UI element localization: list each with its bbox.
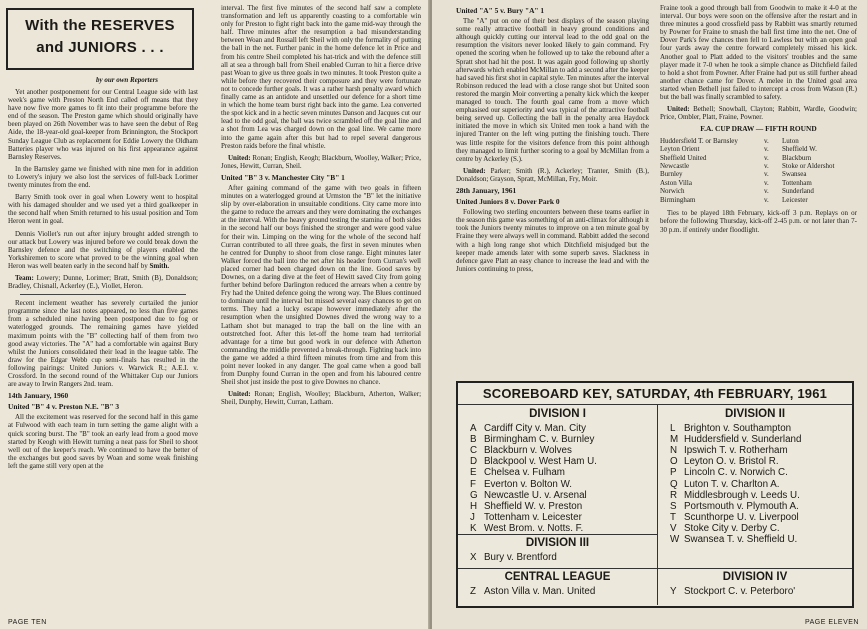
column-1: [8, 88, 198, 618]
divider: [658, 568, 852, 569]
team-lineup: [8, 274, 198, 290]
match-heading: United "A" 5 v. Bury "A" 1: [456, 6, 545, 15]
fa-cup-tie: [660, 170, 857, 178]
team-label: United:: [463, 166, 486, 175]
scoreboard-fixture: West Brom. v. Notts. F.: [484, 522, 584, 534]
title-line-2: and JUNIORS . . .: [36, 39, 164, 56]
scoreboard-key-letter: G: [470, 489, 478, 501]
scoreboard-match: [670, 490, 800, 501]
scoreboard-match: [470, 490, 587, 501]
fa-cup-note: Ties to be played 18th February, kick-off 3 p.m. Replays on or before the following Thursday, kick-off 2-45 p.m. or not later than 7-30 p.m. if entirely under floodlight.: [660, 208, 857, 234]
fa-cup-tie: [660, 137, 857, 145]
home-team: Newcastle: [660, 161, 690, 170]
team-lineup: [221, 390, 421, 406]
fa-cup-draw: [660, 125, 857, 234]
home-team: Huddersfield T. or Barnsley: [660, 136, 738, 145]
scoreboard-fixture: Swansea T. v. Sheffield U.: [684, 534, 798, 545]
scoreboard-key-letter: H: [470, 500, 478, 512]
team-list: Bethell; Snowball, Clayton; Rabbitt, Wardle, Goodwin; Price, Ombler, Platt, Fraine, Powner.: [660, 105, 857, 122]
scoreboard-match: [470, 586, 595, 597]
article-paragraph: Yet another postponement for our Central League side with last week's game with Preston North End called off means that they have now five more games to fit into their programme before the end of the season. The Preston game which should originally have been played on 26th November was to have seen the debut of Reg Aide, the 18-year-old goal-keeper from Brinnington, the Stockport Sunday League Club as replacement for Eddie Lowery the Oldham Batteries player who was injured on his first appearance against Barnsley Reserves.: [8, 88, 198, 161]
scoreboard-fixture: Blackburn v. Wolves: [484, 445, 572, 457]
column-4: [660, 4, 857, 378]
scoreboard-match: [670, 445, 788, 456]
player-name: Smith.: [149, 261, 170, 270]
scoreboard-key-letter: L: [670, 423, 676, 434]
scoreboard-fixture: Chelsea v. Fulham: [484, 467, 565, 479]
scoreboard-fixture: Huddersfield v. Sunderland: [684, 434, 802, 446]
versus: v.: [764, 153, 769, 162]
match-heading: United "B" 3 v. Manchester City "B" 1: [221, 172, 345, 182]
scoreboard-match: [670, 586, 795, 597]
fa-cup-tie: [660, 154, 857, 162]
article-paragraph: Fraine took a good through ball from Goodwin to make it 4-0 at the interval. Our boys were soon on the offensive after the restart and in three minutes a good crossfield pass by Rabbitt was smartly returned by Powner for Fraine to smash the ball first time into the net. One of Dover Park's few chances then fell to Lawless but with an open goal four yards away the centre forward completely missed his kick. Another goal to Platt added to the visitors' troubles and the same player made it 7-0 when he took a simple chance as Ditchfield failed to hold a shot from Powner. After Fraine had put us still further ahead another chance came for Dover. A melee in the United goal area started when Bethell just failed to intercept a cross from Watson (R.) but the ball was finally scrambled to safety.: [660, 4, 857, 102]
article-paragraph: In the Barnsley game we finished with nine men for in addition to Lowery's injury we also lost the services of full-back Lorimer twenty minutes from the end.: [8, 164, 198, 190]
scoreboard-match: [670, 479, 780, 490]
scoreboard-match: [670, 434, 801, 445]
divider: [458, 568, 657, 569]
byline: by our own Reporters: [96, 76, 159, 84]
scoreboard-match: [470, 512, 582, 523]
paragraph-text: Dennis Viollet's run out after injury brought added strength to our attack but Lowery was injured before we could break down the Barnsley defence and the switching of players enabled the Yorkshiremen to score what proved to be the winning goal when Heron was well beaten early in the second half by: [8, 229, 198, 270]
home-team: Norwich: [660, 187, 685, 196]
scoreboard-match: [470, 501, 582, 512]
team-list: Ronan; English, Woolley; Blackburn, Atherton, Walker; Sheil, Dunphy, Hewitt, Curran, Latham.: [221, 390, 421, 407]
scoreboard-key-letter: J: [470, 511, 475, 523]
scoreboard-fixture: Portsmouth v. Plymouth A.: [684, 500, 799, 512]
page-number-left: PAGE TEN: [8, 619, 47, 626]
scoreboard-match: [670, 523, 780, 534]
scoreboard-match: [670, 534, 797, 545]
team-lineup: [221, 154, 421, 170]
fa-cup-tie: [660, 145, 857, 153]
fa-cup-tie: [660, 187, 857, 195]
scoreboard-match: [670, 423, 791, 434]
fa-cup-title: F.A. CUP DRAW — FIFTH ROUND: [700, 124, 817, 134]
team-list: Parker; Smith (R.), Ackerley; Tranter, Smith (B.), Donaldson; Grayson, Spratt, McMillan, Fry, Moir.: [456, 166, 649, 183]
article-paragraph: interval. The first five minutes of the second half saw a complete transformation and left us apparently coasting to a comfortable win only for Preston to fight right back into the game mid-way through the half. Three minutes after the resumption a bad misunderstanding between Woan and Rossall left Sheil with only the formality of putting the ball in the net. Further panic in the home defence let in Price and from his centre Sheil completed his hat-trick and with the defence still all at sea a through ball from Sheil enabled Curran to hit a fierce drive past Woan to give us three goals in two minutes. It took Preston quite a while before they recovered their composure and they were fortunate not to concede further goals. It was a rather harsh penalty award which finally came as an antidote and unsettled our defence for a short time in which the home team burst right back into the game. Lea converted the spot kick and in a hectic seven minutes Danson and Jacques cut our lead to the odd goal, the ball was twice scrambled off the goal line and a shot from Lea was charged down on the goal line. We came more into the game again after this but had to repel several dangerous Preston raids before the final whistle.: [221, 4, 421, 150]
column-3: [456, 4, 649, 378]
match-heading: United "B" 4 v. Preston N.E. "B" 3: [8, 402, 120, 412]
away-team: Tottenham: [782, 178, 812, 187]
scoreboard-match: [470, 434, 594, 445]
home-team: Birmingham: [660, 195, 696, 204]
article-paragraph: Barry Smith took over in goal when Lowery went to hospital with his damaged shoulder and we used yet a third goalkeeper in the second half when Smith returned to his usual position and Tom Heron went in goal.: [8, 193, 198, 226]
column-2: [221, 4, 421, 616]
divider: [458, 404, 852, 405]
scoreboard-key: [456, 381, 854, 608]
team-lineup: [660, 105, 857, 121]
article-paragraph: [8, 230, 198, 270]
scoreboard-key-letter: D: [470, 456, 478, 468]
versus: v.: [764, 136, 769, 145]
scoreboard-title: SCOREBOARD KEY, SATURDAY, 4th FEBRUARY, 1961: [482, 386, 828, 401]
scoreboard-match: [670, 456, 779, 467]
versus: v.: [764, 195, 769, 204]
scoreboard-key-letter: E: [470, 467, 477, 479]
scoreboard-key-letter: O: [670, 456, 678, 468]
match-heading: United Juniors 8 v. Dover Park 0: [456, 197, 560, 207]
page-number-right: PAGE ELEVEN: [804, 619, 859, 626]
scoreboard-key-letter: R: [670, 489, 678, 501]
scoreboard-fixture: Lincoln C. v. Norwich C.: [684, 467, 788, 479]
scoreboard-fixture: Ipswich T. v. Rotherham: [684, 445, 788, 457]
team-label: United:: [228, 390, 251, 399]
home-team: Burnley: [660, 170, 683, 179]
scoreboard-fixture: Cardiff City v. Man. City: [484, 423, 586, 434]
scoreboard-match: [470, 467, 565, 478]
scoreboard-key-letter: X: [470, 552, 477, 563]
team-label: United:: [667, 105, 690, 114]
away-team: Sheffield W.: [782, 145, 817, 154]
scoreboard-match: [470, 445, 572, 456]
scoreboard-fixture: Aston Villa v. Man. United: [484, 586, 596, 597]
versus: v.: [764, 187, 769, 196]
away-team: Leicester: [782, 195, 808, 204]
versus: v.: [764, 145, 769, 154]
title-line-1: With the RESERVES: [25, 17, 175, 34]
scoreboard-match: [470, 456, 597, 467]
away-team: Luton: [782, 136, 799, 145]
divider: [20, 294, 186, 295]
scoreboard-fixture: Stoke City v. Derby C.: [684, 522, 780, 534]
scoreboard-fixture: Luton T. v. Charlton A.: [684, 478, 780, 490]
home-team: Aston Villa: [660, 178, 692, 187]
scoreboard-fixture: Leyton O. v. Bristol R.: [684, 456, 779, 468]
scoreboard-fixture: Newcastle U. v. Arsenal: [484, 489, 587, 501]
scoreboard-fixture: Blackpool v. West Ham U.: [484, 456, 597, 468]
scoreboard-key-letter: F: [470, 478, 476, 490]
left-page: [0, 0, 430, 629]
scoreboard-key-letter: C: [470, 445, 478, 457]
article-paragraph: Recent inclement weather has severely curtailed the junior programme since the last notes appeared, no less than five games from a scheduled nine having been postponed due to fog or waterlogged grounds. The remaining games have yielded maximum points with the "B" collecting half of them from two good away victories. The "A" had a comfortable win against Bury whilst the Juniors consolidated their lead in the league table. The draw for the Edgar Webb cup semi-finals has resulted in the following pairings: United Juniors v. Warwick R.; A.E.I. v. Crossford. In the second round of the Whittaker Cup our Juniors are away to Irwin Rangers 2nd. team.: [8, 299, 198, 389]
team-lineup: [456, 167, 649, 183]
scoreboard-key-letter: Z: [470, 586, 476, 597]
scoreboard-key-letter: B: [470, 434, 477, 446]
division-3-heading: DIVISION III: [525, 537, 590, 549]
scoreboard-fixture: Stockport C. v. Peterboro': [684, 586, 796, 597]
fa-cup-tie: [660, 162, 857, 170]
scoreboard-match: [470, 523, 583, 534]
scoreboard-fixture: Scunthorpe U. v. Liverpool: [684, 511, 799, 523]
match-date: 28th January, 1961: [456, 185, 517, 195]
versus: v.: [764, 161, 769, 170]
scoreboard-fixture: Birmingham C. v. Burnley: [484, 434, 595, 446]
versus: v.: [764, 178, 769, 187]
away-team: Blackburn: [782, 153, 812, 162]
scoreboard-match: [670, 512, 799, 523]
article-paragraph: Following two sterling encounters between these teams earlier in the season this game was something of an anti-climax for although it took the Juniors twenty minutes to improve on a ten minute goal by Fraine they were always well in command. Rabbitt added the second with a high long range shot which Ditchfield misjudged but the keeper made amends later with some superb saves. Slackness in defence gave Platt an easy chance to increase the lead and with the Juniors continuing to press,: [456, 208, 649, 273]
home-team: Sheffield United: [660, 153, 707, 162]
away-team: Sunderland: [782, 187, 814, 196]
away-team: Swansea: [782, 170, 807, 179]
scoreboard-fixture: Sheffield W. v. Preston: [484, 500, 583, 512]
article-paragraph: After gaining command of the game with two goals in fifteen minutes on a waterlogged ground at Urmston the "B" let the initiative slip by over-elaboration in unsuitable conditions. City came more into the game to reduce the arrears and they were dominating the exchanges at the interval. With the heavy ground testing the stamina of both sides in the second half our boys finished the stronger and were good value for their win. Limping on the wing for the whole of the second half Curran contributed to all three goals, the first in seven minutes when he centred for Dunphy to shoot from close range. Eight minutes later Walker forced the ball into the net after his header from Curran's well placed corner had been charged down on the line. Good saves by Downes, on a daring dive at the feet of Hewitt saved City from going further behind before Darlington reduced the arrears when a centre by Fry had the United defence going the wrong way. The Blues continued to dominate until the interval but missed several easy chances to get on terms. They had a lucky escape however immediately after the resumption when the unsighted Downes dived the wrong way to a Latham shot but managed to trap the ball on the line with an outstretched foot. After this let-off the home team had territorial advantage for a time but good work in our defence with Atherton commanding the middle prevented a break-through. Fighting back into the game we added a third fifteen minutes from time and from this point never looked in any danger. The goal came when a good ball from Dunphy found Curran in the open and from his laboured centre Sheil shot just inside the post to give Downes no chance.: [221, 183, 421, 387]
team-list: Ronan; English, Keogh; Blackburn, Woolley, Walker; Price, Jones, Hewitt, Curran, Sheil.: [221, 153, 421, 170]
scoreboard-match: [670, 467, 788, 478]
fa-cup-ties: [660, 137, 857, 204]
division-1-heading: DIVISION I: [529, 408, 586, 420]
article-paragraph: All the excitement was reserved for the second half in this game at Fulwood with each team in turn setting the game alight with a quick scoring burst. The "B" took an early lead from a good move started by Keogh with Hewitt turning a neat pass for Sheil to shoot well out of the keeper's reach. We continued to have the better of the exchanges but good saves by Woan and some weak finishing left the game still very open at the: [8, 413, 198, 470]
scoreboard-key-letter: M: [670, 434, 679, 446]
scoreboard-match: [670, 501, 799, 512]
team-list: Lowery; Dunne, Lorimer; Bratt, Smith (B), Donaldson; Bradley, Chisnall, Ackerley (E.), Viollet, Heron.: [8, 273, 198, 291]
home-team: Leyton Orient: [660, 145, 700, 154]
scoreboard-fixture: Brighton v. Southampton: [684, 423, 792, 434]
versus: v.: [764, 170, 769, 179]
away-team: Stoke or Aldershot: [782, 161, 835, 170]
scoreboard-match: [470, 423, 586, 434]
scoreboard-key-letter: S: [670, 500, 677, 512]
scoreboard-key-letter: K: [470, 522, 477, 534]
scoreboard-key-letter: Y: [670, 586, 677, 597]
scoreboard-key-letter: N: [670, 445, 678, 457]
match-date: 14th January, 1960: [8, 391, 69, 401]
scoreboard-fixture: Everton v. Bolton W.: [484, 478, 573, 490]
team-label: United:: [228, 153, 251, 162]
scoreboard-key-letter: P: [670, 467, 677, 479]
scoreboard-match: [470, 552, 557, 563]
title-box: [6, 8, 194, 70]
article-paragraph: The "A" put on one of their best displays of the season playing some really attractive football in heavy ground conditions and although quickly cutting our interval lead to the odd goal on the resumption the visitors never looked likely to gain command. Fry opened the scoring when he followed up to take the rebound after a Spratt shot had hit the post. It was again good following up shortly afterwards which enabled McMillan to add a second after the keeper had saved his first shot in capital style. Ten minutes after the interval Robinson reduced the lead with a close range shot but United soon restored the margin Moir converting a penalty kick which the keeper managed to touch. The fourth goal came from a move which emphasised our superiority and was typical of the attractive football being served up. Collecting the ball in the penalty area Haydock initiated the move in which six United men took a hand with the injured Tranter on the left wing putting the finishing touch. There was little respite for the visitors defence from this point although they managed to limit further scoring to a goal by McMillan from a centre by Ackerley (S.).: [456, 17, 649, 163]
scoreboard-match: [470, 479, 572, 490]
fa-cup-tie: [660, 179, 857, 187]
divider: [458, 534, 657, 535]
scoreboard-key-letter: W: [670, 534, 680, 545]
central-league-heading: CENTRAL LEAGUE: [504, 571, 611, 583]
fa-cup-tie: [660, 196, 857, 204]
scoreboard-key-letter: Q: [670, 478, 678, 490]
scoreboard-key-letter: V: [670, 522, 677, 534]
team-label: Team:: [15, 273, 34, 282]
scoreboard-fixture: Bury v. Brentford: [484, 552, 557, 563]
scoreboard-key-letter: T: [670, 511, 676, 523]
scoreboard-fixture: Tottenham v. Leicester: [484, 511, 582, 523]
scoreboard-key-letter: A: [470, 423, 477, 434]
division-2-heading: DIVISION II: [724, 408, 786, 420]
scoreboard-fixture: Middlesbrough v. Leeds U.: [684, 489, 800, 501]
division-4-heading: DIVISION IV: [722, 571, 788, 583]
